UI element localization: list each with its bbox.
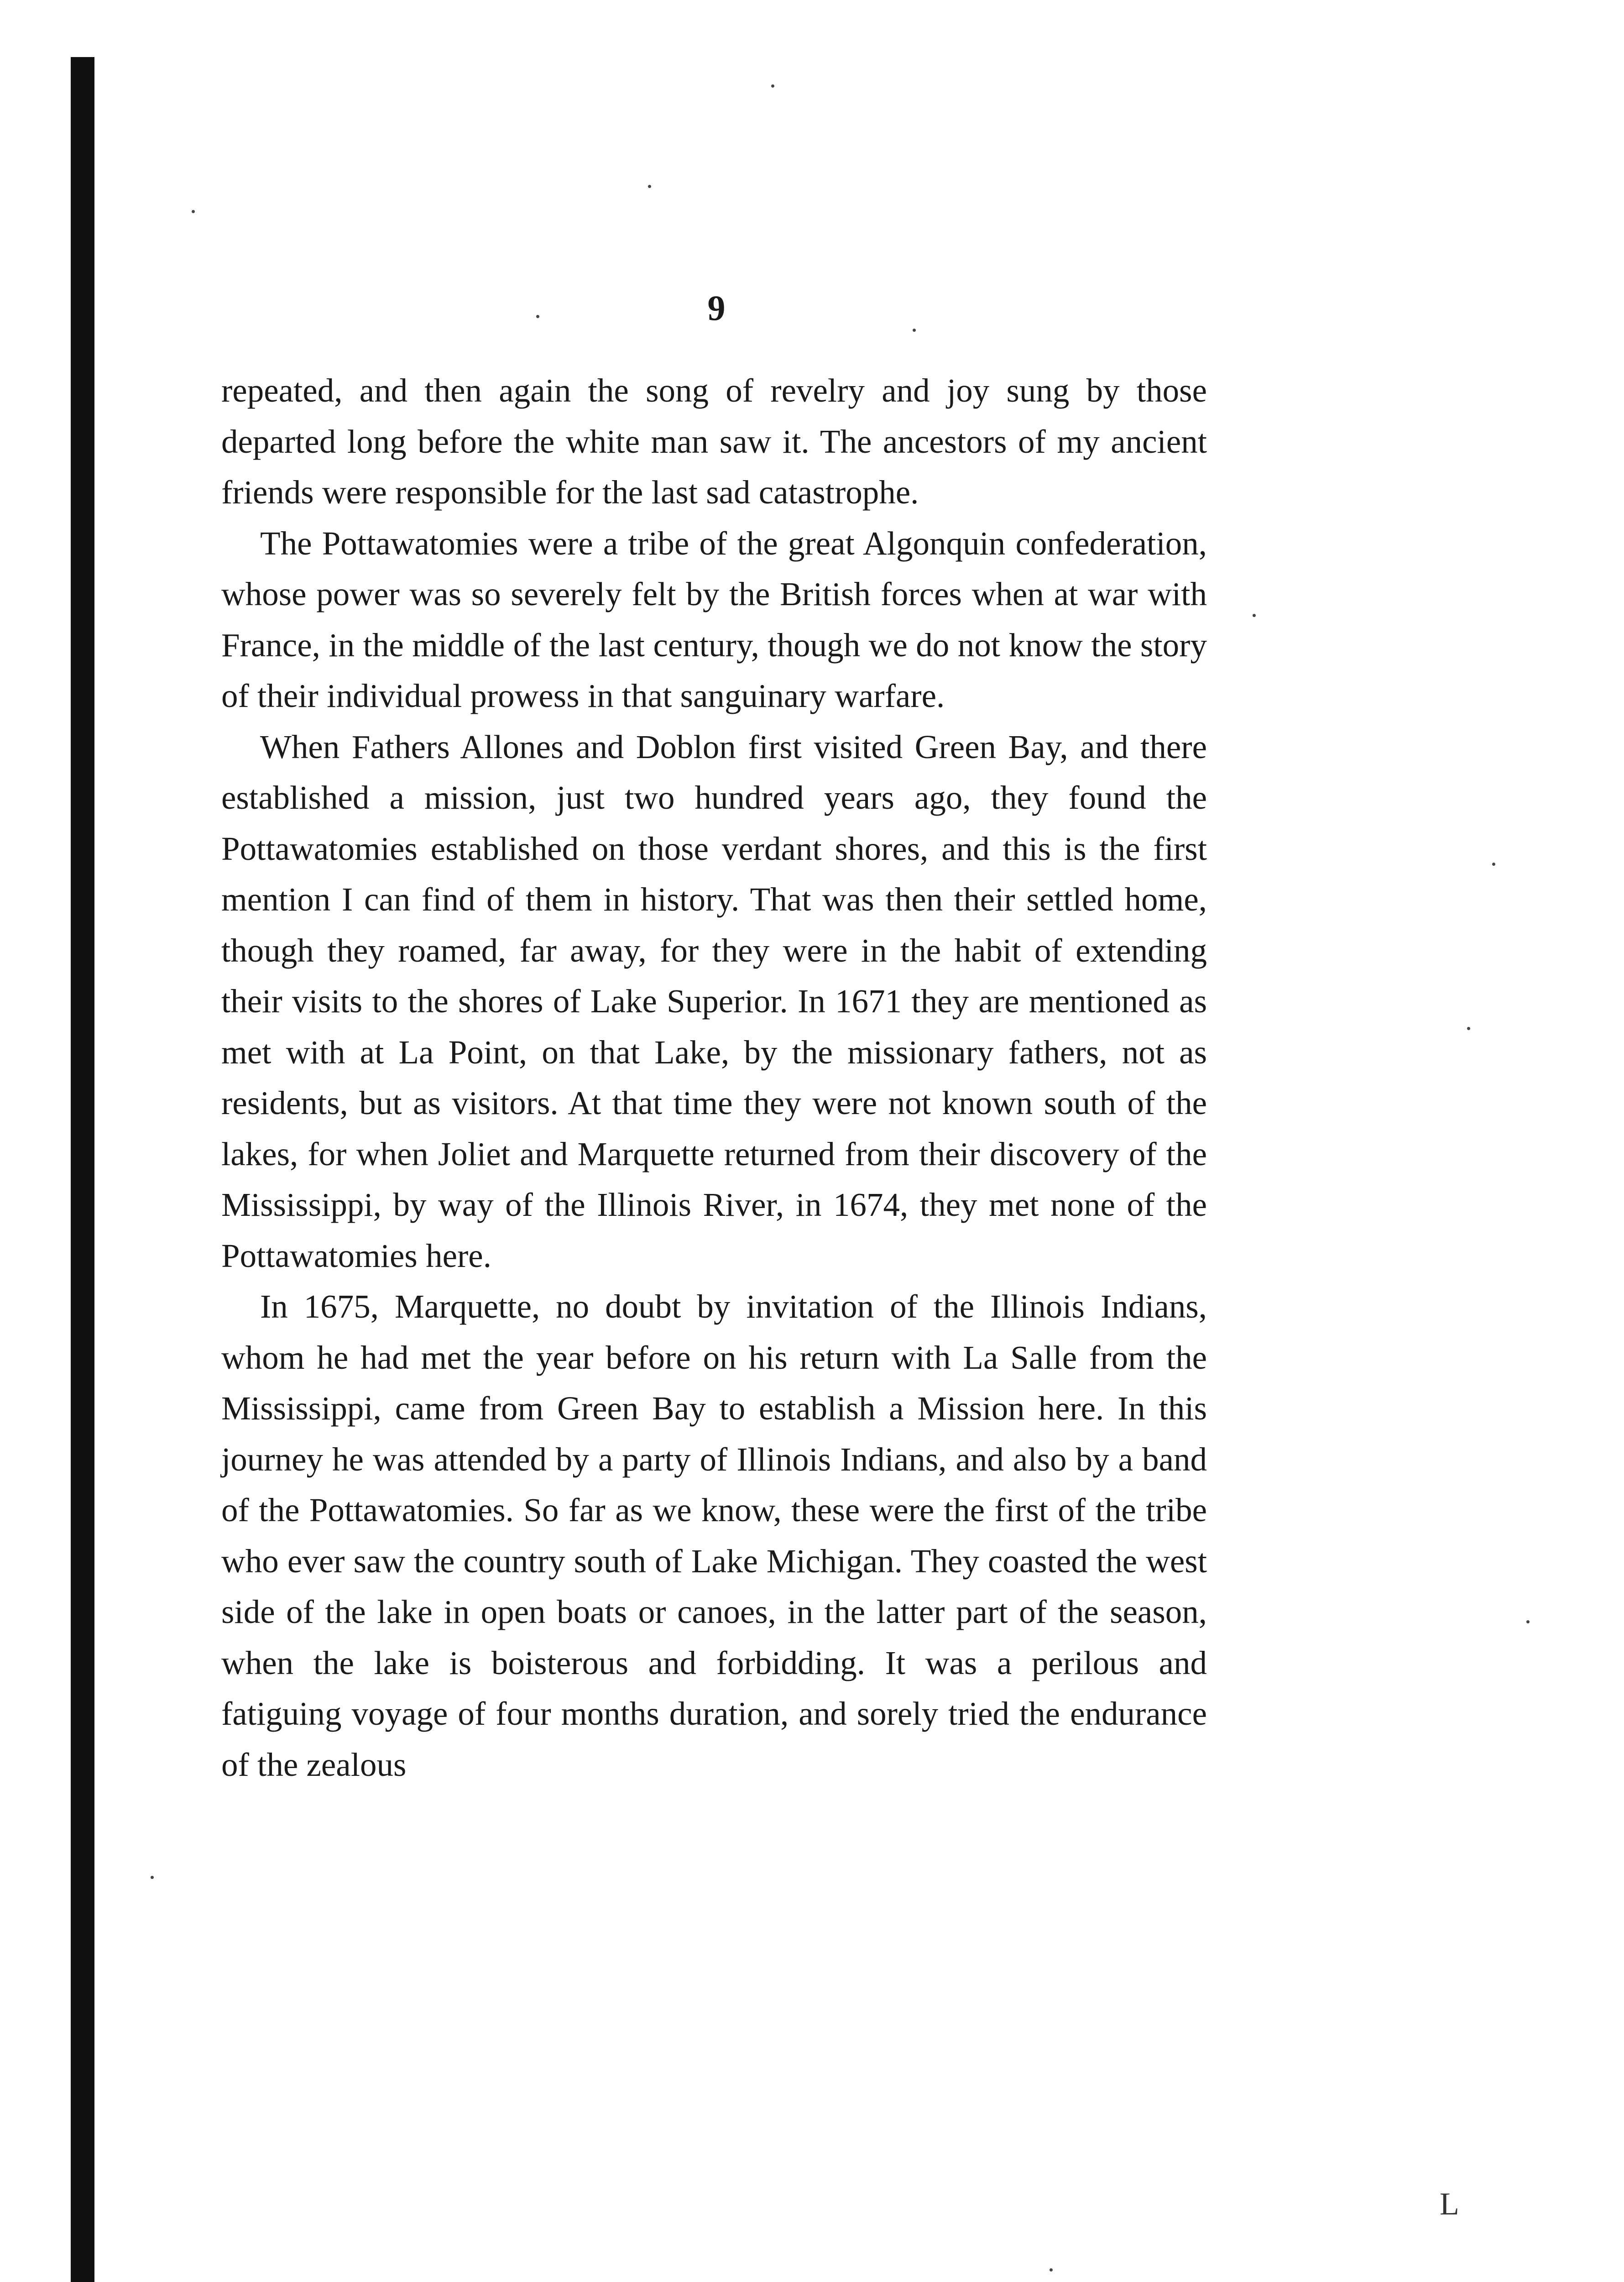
paragraph-4: In 1675, Marquette, no doubt by invitation of the Illinois Indians, whom he had met the year before on his return with La Salle from the Mississippi, came from Green Bay to establish a Mission here. In this journey he was attended by a party of Illinois Indians, and also by a band of the Pottawatomies. So far as we know, these were the first of the tribe who ever saw the country south of Lake Michigan. They coasted the west side of the lake in open boats or canoes, in the latter part of the season, when the lake is boisterous and forbidding. It was a perilous and fatiguing voyage of four months duration, and sorely tried the endurance of the zealous xyxy=(221,1288,1207,1783)
paragraph-2: The Pottawatomies were a tribe of the great Algonquin confederation, whose power was so severely felt by the British forces when at war with France, in the middle of the last century, though we do not know the story of their individual prowess in that sanguinary warfare. xyxy=(221,524,1207,714)
margin-mark: L xyxy=(1440,2187,1459,2222)
scan-speck xyxy=(1253,614,1256,617)
page-number: 9 xyxy=(707,288,726,328)
paragraph-3: When Fathers Allones and Doblon first visited Green Bay, and there established a mission, just two hundred years ago, they found the Pottawatomies established on those verdant shores, and this is the first mention I can find of them in history. That was then their settled home, though they roamed, far away, for they were in the habit of extending their visits to the shores of Lake Superior. In 1671 they are mentioned as met with at La Point, on that Lake, by the missionary fathers, not as residents, but as visitors. At that time they were not known south of the lakes, for when Joliet and Marquette returned from their discovery of the Mississippi, by way of the Illinois River, in 1674, they met none of the Pottawatomies here. xyxy=(221,728,1207,1274)
scan-speck xyxy=(771,84,774,88)
scan-speck xyxy=(913,329,916,332)
scan-speck xyxy=(192,210,195,213)
scan-speck xyxy=(1526,1620,1530,1623)
scan-speck xyxy=(648,185,651,188)
body-text xyxy=(221,365,1207,1790)
scan-speck xyxy=(151,1876,154,1879)
scan-speck xyxy=(1467,1027,1470,1030)
scan-speck xyxy=(1050,2268,1053,2272)
scan-speck xyxy=(536,315,539,318)
scan-speck xyxy=(1492,863,1495,866)
paragraph-1: repeated, and then again the song of revelry and joy sung by those departed long before the white man saw it. The ancestors of my ancient friends were responsible for the last sad catastrophe. xyxy=(221,372,1207,511)
page-binding-edge xyxy=(71,57,94,2282)
